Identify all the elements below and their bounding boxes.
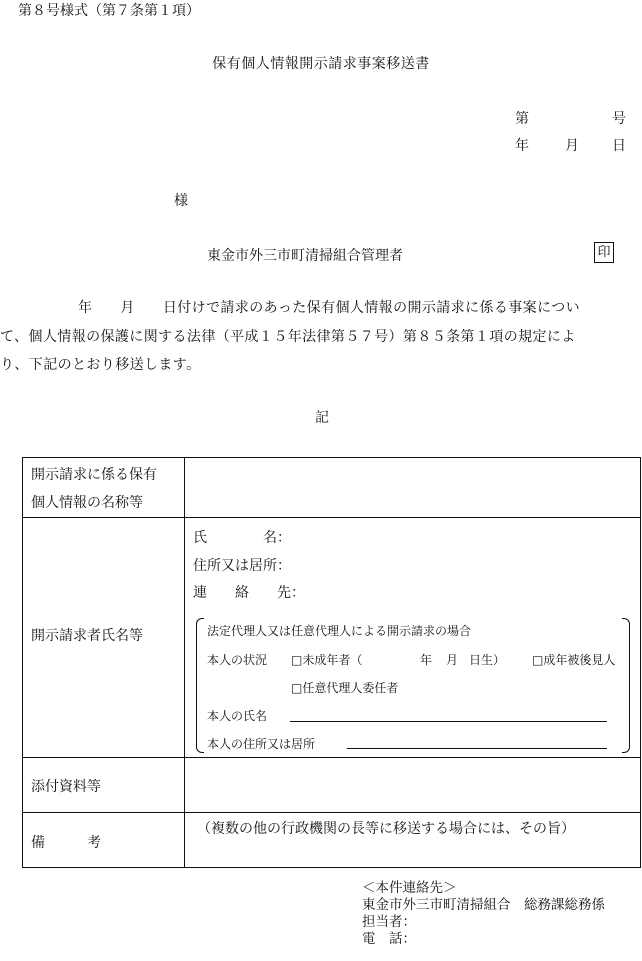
birth-month-label: 月 bbox=[446, 653, 459, 667]
doc-number-suffix: 号 bbox=[612, 111, 626, 127]
date-month-label: 月 bbox=[565, 138, 579, 154]
contact-block bbox=[362, 880, 605, 948]
birth-day-label: 日生） bbox=[469, 653, 506, 667]
body-line-3: り、下記のとおり移送します。 bbox=[0, 357, 201, 373]
ki-heading: 記 bbox=[315, 410, 329, 426]
contact-org: 東金市外三市町清掃組合 総務課総務係 bbox=[362, 897, 605, 913]
transfer-table bbox=[22, 457, 641, 868]
remarks-note: （複数の他の行政機関の長等に移送する場合には、その旨） bbox=[197, 821, 575, 837]
addressee-suffix: 様 bbox=[174, 193, 188, 209]
form-number: 第８号様式（第７条第１項） bbox=[18, 3, 200, 19]
body-line-1 bbox=[0, 297, 580, 317]
row1-label-line2: 個人情報の名称等 bbox=[31, 495, 143, 511]
contact-label: 連 絡 先： bbox=[193, 585, 305, 601]
birth-year-label: 年 bbox=[420, 653, 433, 667]
agent-status-label: 本人の状況 bbox=[207, 653, 268, 667]
document-title: 保有個人情報開示請求事案移送書 bbox=[212, 56, 430, 72]
table-row-info-name bbox=[23, 458, 640, 518]
name-label: 氏 名： bbox=[193, 530, 291, 546]
body-line-2: て、個人情報の保護に関する法律（平成１５年法律第５７号）第８５条第１項の規定によ bbox=[0, 329, 576, 345]
agent-minor-checkbox: □未成年者（ bbox=[291, 653, 363, 667]
agent-adult-ward-checkbox: □成年被後見人 bbox=[532, 653, 616, 667]
person-name-line bbox=[290, 721, 607, 722]
agent-heading: 法定代理人又は任意代理人による開示請求の場合 bbox=[207, 624, 472, 638]
person-name-label: 本人の氏名 bbox=[207, 709, 268, 723]
row4-label: 備 考 bbox=[31, 835, 101, 851]
table-row-requester bbox=[23, 517, 640, 758]
table-row-attachments bbox=[23, 757, 640, 813]
person-address-label: 本人の住所又は居所 bbox=[207, 737, 316, 751]
contact-heading: ＜本件連絡先＞ bbox=[362, 880, 457, 896]
person-address-line bbox=[347, 748, 607, 749]
contact-phone: 電 話： bbox=[362, 931, 416, 947]
row3-label: 添付資料等 bbox=[31, 779, 101, 795]
body-line1-text: 日付けで請求のあった保有個人情報の開示請求に係る事案につい bbox=[162, 300, 580, 316]
body-year: 年 bbox=[78, 300, 93, 316]
date-year-label: 年 bbox=[515, 138, 529, 154]
body-month: 月 bbox=[120, 300, 135, 316]
date-day-label: 日 bbox=[612, 138, 626, 154]
agent-bracket-right bbox=[622, 618, 630, 753]
seal-mark: 印 bbox=[594, 242, 614, 263]
row1-label-line1: 開示請求に係る保有 bbox=[31, 467, 157, 483]
sender-name: 東金市外三市町清掃組合管理者 bbox=[207, 248, 403, 264]
agent-bracket-left bbox=[196, 618, 204, 753]
table-row-remarks bbox=[23, 812, 640, 868]
address-label: 住所又は居所： bbox=[193, 558, 291, 574]
agent-voluntary-checkbox: □任意代理人委任者 bbox=[291, 681, 399, 695]
doc-number-prefix: 第 bbox=[515, 111, 529, 127]
row2-label: 開示請求者氏名等 bbox=[31, 628, 143, 644]
contact-person: 担当者： bbox=[362, 914, 416, 930]
